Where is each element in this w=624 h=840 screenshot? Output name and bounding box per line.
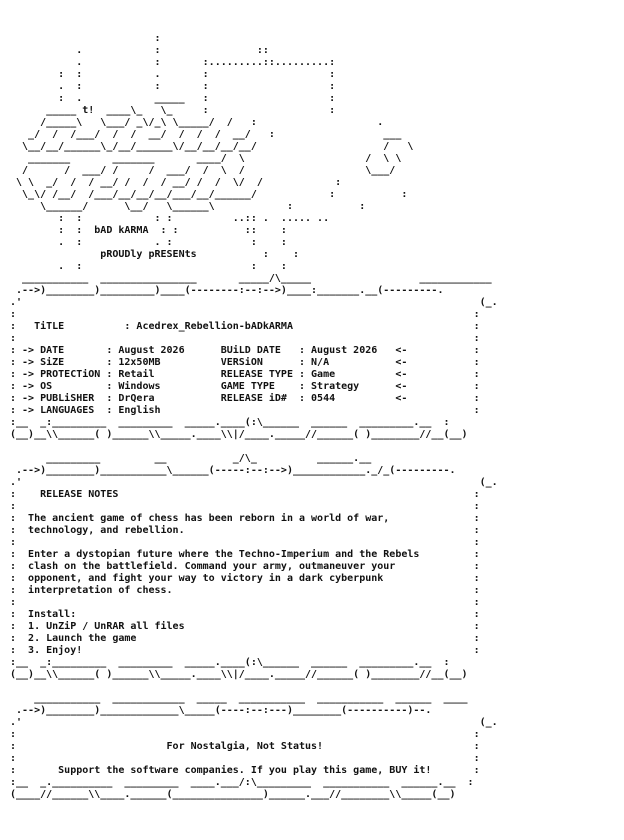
logo-art-line: _______ _______ ____/ \ / \ \ — [10, 153, 402, 164]
logo-art-line: . : . : : : — [10, 237, 287, 248]
info-field-row: : -> DATE : August 2026 BUiLD DATE : August 2026 <- : — [10, 345, 480, 356]
logo-art-line: \______/ \__/ \______\ : : — [10, 201, 366, 212]
logo-art-line: \__/__/______\_/__/______\/__/__/__/__/ / \ — [10, 141, 414, 152]
notes-text-line: : technology, and rebellion. : — [10, 525, 480, 536]
logo-art-line: . : :: — [10, 45, 269, 56]
frame-line: : : — [10, 753, 480, 764]
border-line: .-->)________)_____________\_____(----:--:---)________(----------)--. — [10, 705, 432, 716]
frame-line: : : — [10, 309, 480, 320]
footer-slogan: : For Nostalgia, Not Status! : — [10, 741, 480, 752]
notes-text-line: : Enter a dystopian future where the Techno-Imperium and the Rebels : — [10, 549, 480, 560]
border-line: .' (_. — [10, 717, 498, 728]
logo-art-line: : . _____ : : — [10, 93, 336, 104]
notes-text-line: : interpretation of chess. : — [10, 585, 480, 596]
notes-text-line: : 2. Launch the game : — [10, 633, 480, 644]
logo-art-line: : — [10, 33, 161, 44]
info-field-row: : -> OS : Windows GAME TYPE : Strategy <- : — [10, 381, 480, 392]
logo-art — [10, 33, 498, 273]
info-field-row: : -> PUBLiSHER : DrQera RELEASE iD# : 0544 <- : — [10, 393, 480, 404]
footer-support: : Support the software companies. If you play this game, BUY it! : — [10, 765, 480, 776]
release-notes-box — [10, 453, 498, 681]
border-line: ___________ ____________ _____ ___________ ___________ ______ ____ — [10, 693, 468, 704]
border-line: :__ _:_________ _________ _____.____(:\______ ______ _________.__ : — [10, 417, 450, 428]
logo-art-line: . : : : — [10, 261, 287, 272]
frame-line: : : — [10, 729, 480, 740]
logo-art-line: /_____\ \___/ _\/_\ \_____/ / : . — [10, 117, 384, 128]
logo-art-line: : : bAD kARMA : : :: : — [10, 225, 287, 236]
logo-art-line: : : : : ..:: . ..... .. — [10, 213, 330, 224]
notes-text-line: : 3. Enjoy! : — [10, 645, 480, 656]
border-line: _________ __ _/\_ ______.__ — [10, 453, 372, 464]
frame-line: : : — [10, 597, 480, 608]
border-line: ___________ ________________ _____/\_____ ____________ — [10, 273, 492, 284]
notes-text-line: : Install: : — [10, 609, 480, 620]
frame-line: : : — [10, 537, 480, 548]
border-line: .' (_. — [10, 297, 498, 308]
logo-art-line: \ \ _/ / / __/ / / / __/ / / \/ / : — [10, 177, 342, 188]
border-line: (__)__\\______( )______\\_____.____\\|/____._____//______( )________//__(__) — [10, 429, 468, 440]
logo-art-line: \_\/ /__/ /___/__/__/__/___/__/______/ : : — [10, 189, 408, 200]
logo-art-line: _____ t! ____\_ \_ : : — [10, 105, 336, 116]
logo-art-line: pROUDly pRESENts : : — [10, 249, 299, 260]
logo-art-line: . : : : : — [10, 81, 336, 92]
border-line: :__ _:_________ _________ _____.____(:\______ ______ _________.__ : — [10, 657, 450, 668]
frame-line: : : — [10, 501, 480, 512]
info-box — [10, 273, 498, 441]
border-line: .-->)________)___________\______(-----:--:-->)____________._/_(---------. — [10, 465, 456, 476]
nfo-document — [10, 33, 498, 801]
logo-art-line: _/ / /___/ / / __/ / / / __/ : ___ — [10, 129, 402, 140]
notes-text-line: : opponent, and fight your way to victory in a dark cyberpunk : — [10, 573, 480, 584]
border-line: (__)__\\______( )______\\_____.____\\|/____._____//______( )________//__(__) — [10, 669, 468, 680]
border-line: :__ _.__________ _________ ____.___/:\_________ ___________ ______.__ : — [10, 777, 474, 788]
notes-text-line: : 1. UnZiP / UnRAR all files : — [10, 621, 480, 632]
logo-art-line: / / ___/ / / ___/ / \ / \___/ — [10, 165, 396, 176]
logo-art-line: . : :.........::.........: — [10, 57, 336, 68]
border-line: .-->)________)_________)____(--------:--:-->)____:_______.__(---------. — [10, 285, 444, 296]
title-row: : TiTLE : Acedrex_Rebellion-bADkARMA : — [10, 321, 480, 332]
frame-line: : : — [10, 333, 480, 344]
border-line: (____//______\\____.______(_______________)______.___//________\\_____(__) — [10, 789, 456, 800]
border-line: .' (_. — [10, 477, 498, 488]
notes-heading: : RELEASE NOTES : — [10, 489, 480, 500]
notes-text-line: : clash on the battlefield. Command your army, outmaneuver your : — [10, 561, 480, 572]
info-field-row: : -> PROTECTiON : Retail RELEASE TYPE : Game <- : — [10, 369, 480, 380]
notes-text-line: : The ancient game of chess has been reborn in a world of war, : — [10, 513, 480, 524]
info-field-row: : -> SiZE : 12x50MB VERSiON : N/A <- : — [10, 357, 480, 368]
info-field-row: : -> LANGUAGES : English : — [10, 405, 480, 416]
logo-art-line: : : . : : — [10, 69, 336, 80]
footer-box — [10, 693, 498, 801]
